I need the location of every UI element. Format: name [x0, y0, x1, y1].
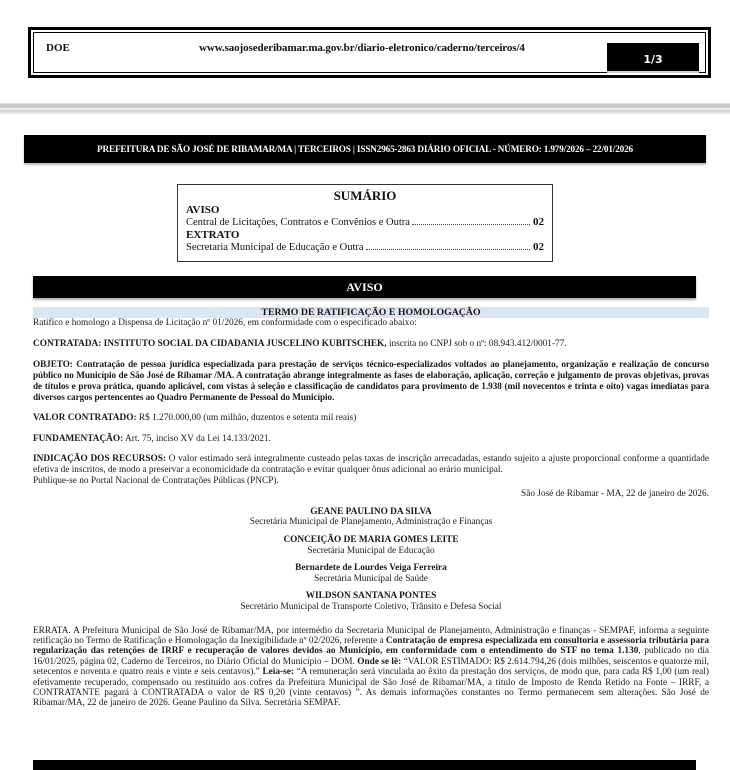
contratada-label: CONTRATADA: INSTITUTO SOCIAL DA CIDADANIA JUSCELINO KUBITSCHEK, [33, 338, 387, 349]
fundamentacao-paragraph [33, 434, 709, 445]
objeto-paragraph: OBJETO: Contratação de pessoa jurídica especializada para prestação de serviços técnico-especializados voltados ao planejamento, organização e realização de concurso público no Município de São José de Ribamar /MA. A contratação abrange integralmente as fases de elaboração, aplicação, correção e julgamento de provas objetivas, provas de títulos e prova prática, quando aplicável, com vistas à seleção e classificação de candidatos para provimento de 1.938 (mil novecentos e trinta e oito) vagas imediatas para diversos cargos pertencentes ao Quadro Permanente de Pessoal do Município. [33, 359, 709, 403]
valor-paragraph [33, 413, 709, 424]
errata-text: , publicado no dia 16/01/2025, página 02, Caderno de Terceiros, no Diário Oficial do Município – DOM. [33, 646, 709, 667]
signature-block [33, 507, 709, 528]
signatory-name: WILDSON SANTANA PONTES [305, 591, 437, 602]
valor-text: R$ 1.270.000,00 (um milhão, duzentos e setenta mil reais) [136, 413, 357, 424]
doe-header-inner [33, 32, 706, 73]
recursos-paragraph [33, 454, 709, 475]
errata-text: ERRATA. A Prefeitura Municipal de São José de Ribamar/MA, por intermédio da Secretaria Municipal de Planejamento, Administração e finanças - SEMPAF, informa a seguinte retificação no Termo de Ratificação e Homologação da Inexigibilidade nº 02/2026, referente a [33, 625, 709, 646]
signature-block [33, 591, 709, 612]
summary-box [177, 184, 553, 262]
date-line: São José de Ribamar - MA, 22 de janeiro de 2026. [521, 489, 709, 500]
valor-label: VALOR CONTRATADO: [33, 413, 137, 424]
summary-entry[interactable] [186, 216, 544, 229]
fundamentacao-label: FUNDAMENTAÇÃO: [33, 433, 124, 444]
summary-entry-page: 02 [533, 216, 544, 228]
signatory-role: Secretário Municipal de Transporte Coletivo, Trânsito e Defesa Social [240, 601, 502, 612]
next-section-bar [33, 760, 696, 770]
section-title-bar: AVISO [33, 276, 696, 298]
summary-title: SUMÁRIO [333, 188, 397, 203]
errata-bold: Leia-se: [262, 667, 294, 678]
summary-entry-page: 02 [533, 241, 544, 253]
notice-intro: Ratifico e homologo a Dispensa de Licitação nº 01/2026, em conformidade com o especificado abaixo: [33, 318, 417, 328]
signatory-role: Secretária Municipal de Educação [307, 545, 435, 556]
notice-content [33, 307, 709, 709]
page-separator [0, 103, 730, 114]
notice-title: TERMO DE RATIFICAÇÃO E HOMOLOGAÇÃO [33, 307, 709, 318]
errata-bold: Contratação de empresa especializada em consultoria e assessoria tributária para regularização das retenções de IRRF e recuperação de valores devidos ao Município, em conformidade com o entendimento do STF no tema 1.130 [33, 635, 709, 657]
masthead-bar: PREFEITURA DE SÃO JOSÉ DE RIBAMAR/MA | TERCEIROS | ISSN2965-2863 DIÁRIO OFICIAL - NÚMERO: 1.979/2026 – 22/01/2026 [24, 135, 706, 163]
signatory-role: Secretária Municipal de Planejamento, Administração e Finanças [249, 517, 493, 528]
signature-block [33, 563, 709, 584]
doe-header [28, 27, 711, 78]
signatory-name: GEANE PAULINO DA SILVA [310, 506, 432, 517]
signatory-name: CONCEIÇÃO DE MARIA GOMES LEITE [283, 534, 459, 545]
signature-block [33, 535, 709, 556]
summary-section-heading: AVISO [186, 204, 220, 216]
summary-entry-label: Central de Licitações, Contratos e Convênios e Outra [186, 217, 410, 228]
errata-paragraph [33, 626, 709, 709]
page-indicator: 1/3 [607, 43, 699, 71]
publique-line: Publique-se no Portal Nacional de Contratações Públicas (PNCP). [33, 475, 279, 486]
errata-text: “VALOR ESTIMADO: R$ 2.614.794,26 (dois milhões, seiscentos e quatorze mil, setecentos e noventa e quatro reais e vinte e seis centavos).” [33, 656, 709, 678]
leader-dots [366, 242, 530, 250]
summary-section-heading: EXTRATO [186, 229, 240, 241]
errata-text: “A remuneração será vinculada ao êxito da prestação dos serviços, de modo que, para cada R$ 1,00 (um real) efetivamente recuperado, compensado ou restituído aos cofres da Prefeitura Municipal de São José de Ribamar/MA, a título de Imposto de Renda Retido na Fonte – IRRF, a CONTRATANTE pagará à CONTRATADA o valor de R$ 0,20 (vinte centavos) ”. As demais informações constantes no Termo permanecem sem alterações. São José de Ribamar/MA, 22 de janeiro de 2026. Geane Paulino da Silva. Secretária SEMPAF. [33, 667, 709, 709]
signatory-role: Secretária Municipal de Saúde [314, 573, 428, 584]
fundamentacao-text: Art. 75, inciso XV da Lei 14.133/2021. [123, 433, 272, 444]
doe-url-link[interactable]: www.saojosederibamar.ma.gov.br/diario-eletronico/caderno/terceiros/4 [199, 42, 525, 54]
leader-dots [412, 217, 530, 225]
errata-bold: Onde se lê: [357, 656, 402, 667]
recursos-text: O valor estimado será integralmente custeado pelas taxas de inscrição arrecadadas, estando sujeito a ajuste proporcional conforme a quantidade efetiva de inscritos, de modo a preservar a economicidade da contratação e evitar qualquer ônus adicional ao erário municipal. [33, 454, 710, 475]
signatory-name: Bernardete de Lourdes Veiga Ferreira [295, 563, 447, 574]
contratada-text: inscrita no CNPJ sob o nº: 08.943.412/0001-77. [386, 338, 567, 349]
recursos-label: INDICAÇÃO DOS RECURSOS: [33, 454, 166, 465]
summary-entry-label: Secretaria Municipal de Educação e Outra [186, 242, 364, 253]
summary-entry[interactable] [186, 241, 544, 254]
doe-label: DOE [46, 42, 70, 54]
contratada-paragraph [33, 339, 709, 350]
